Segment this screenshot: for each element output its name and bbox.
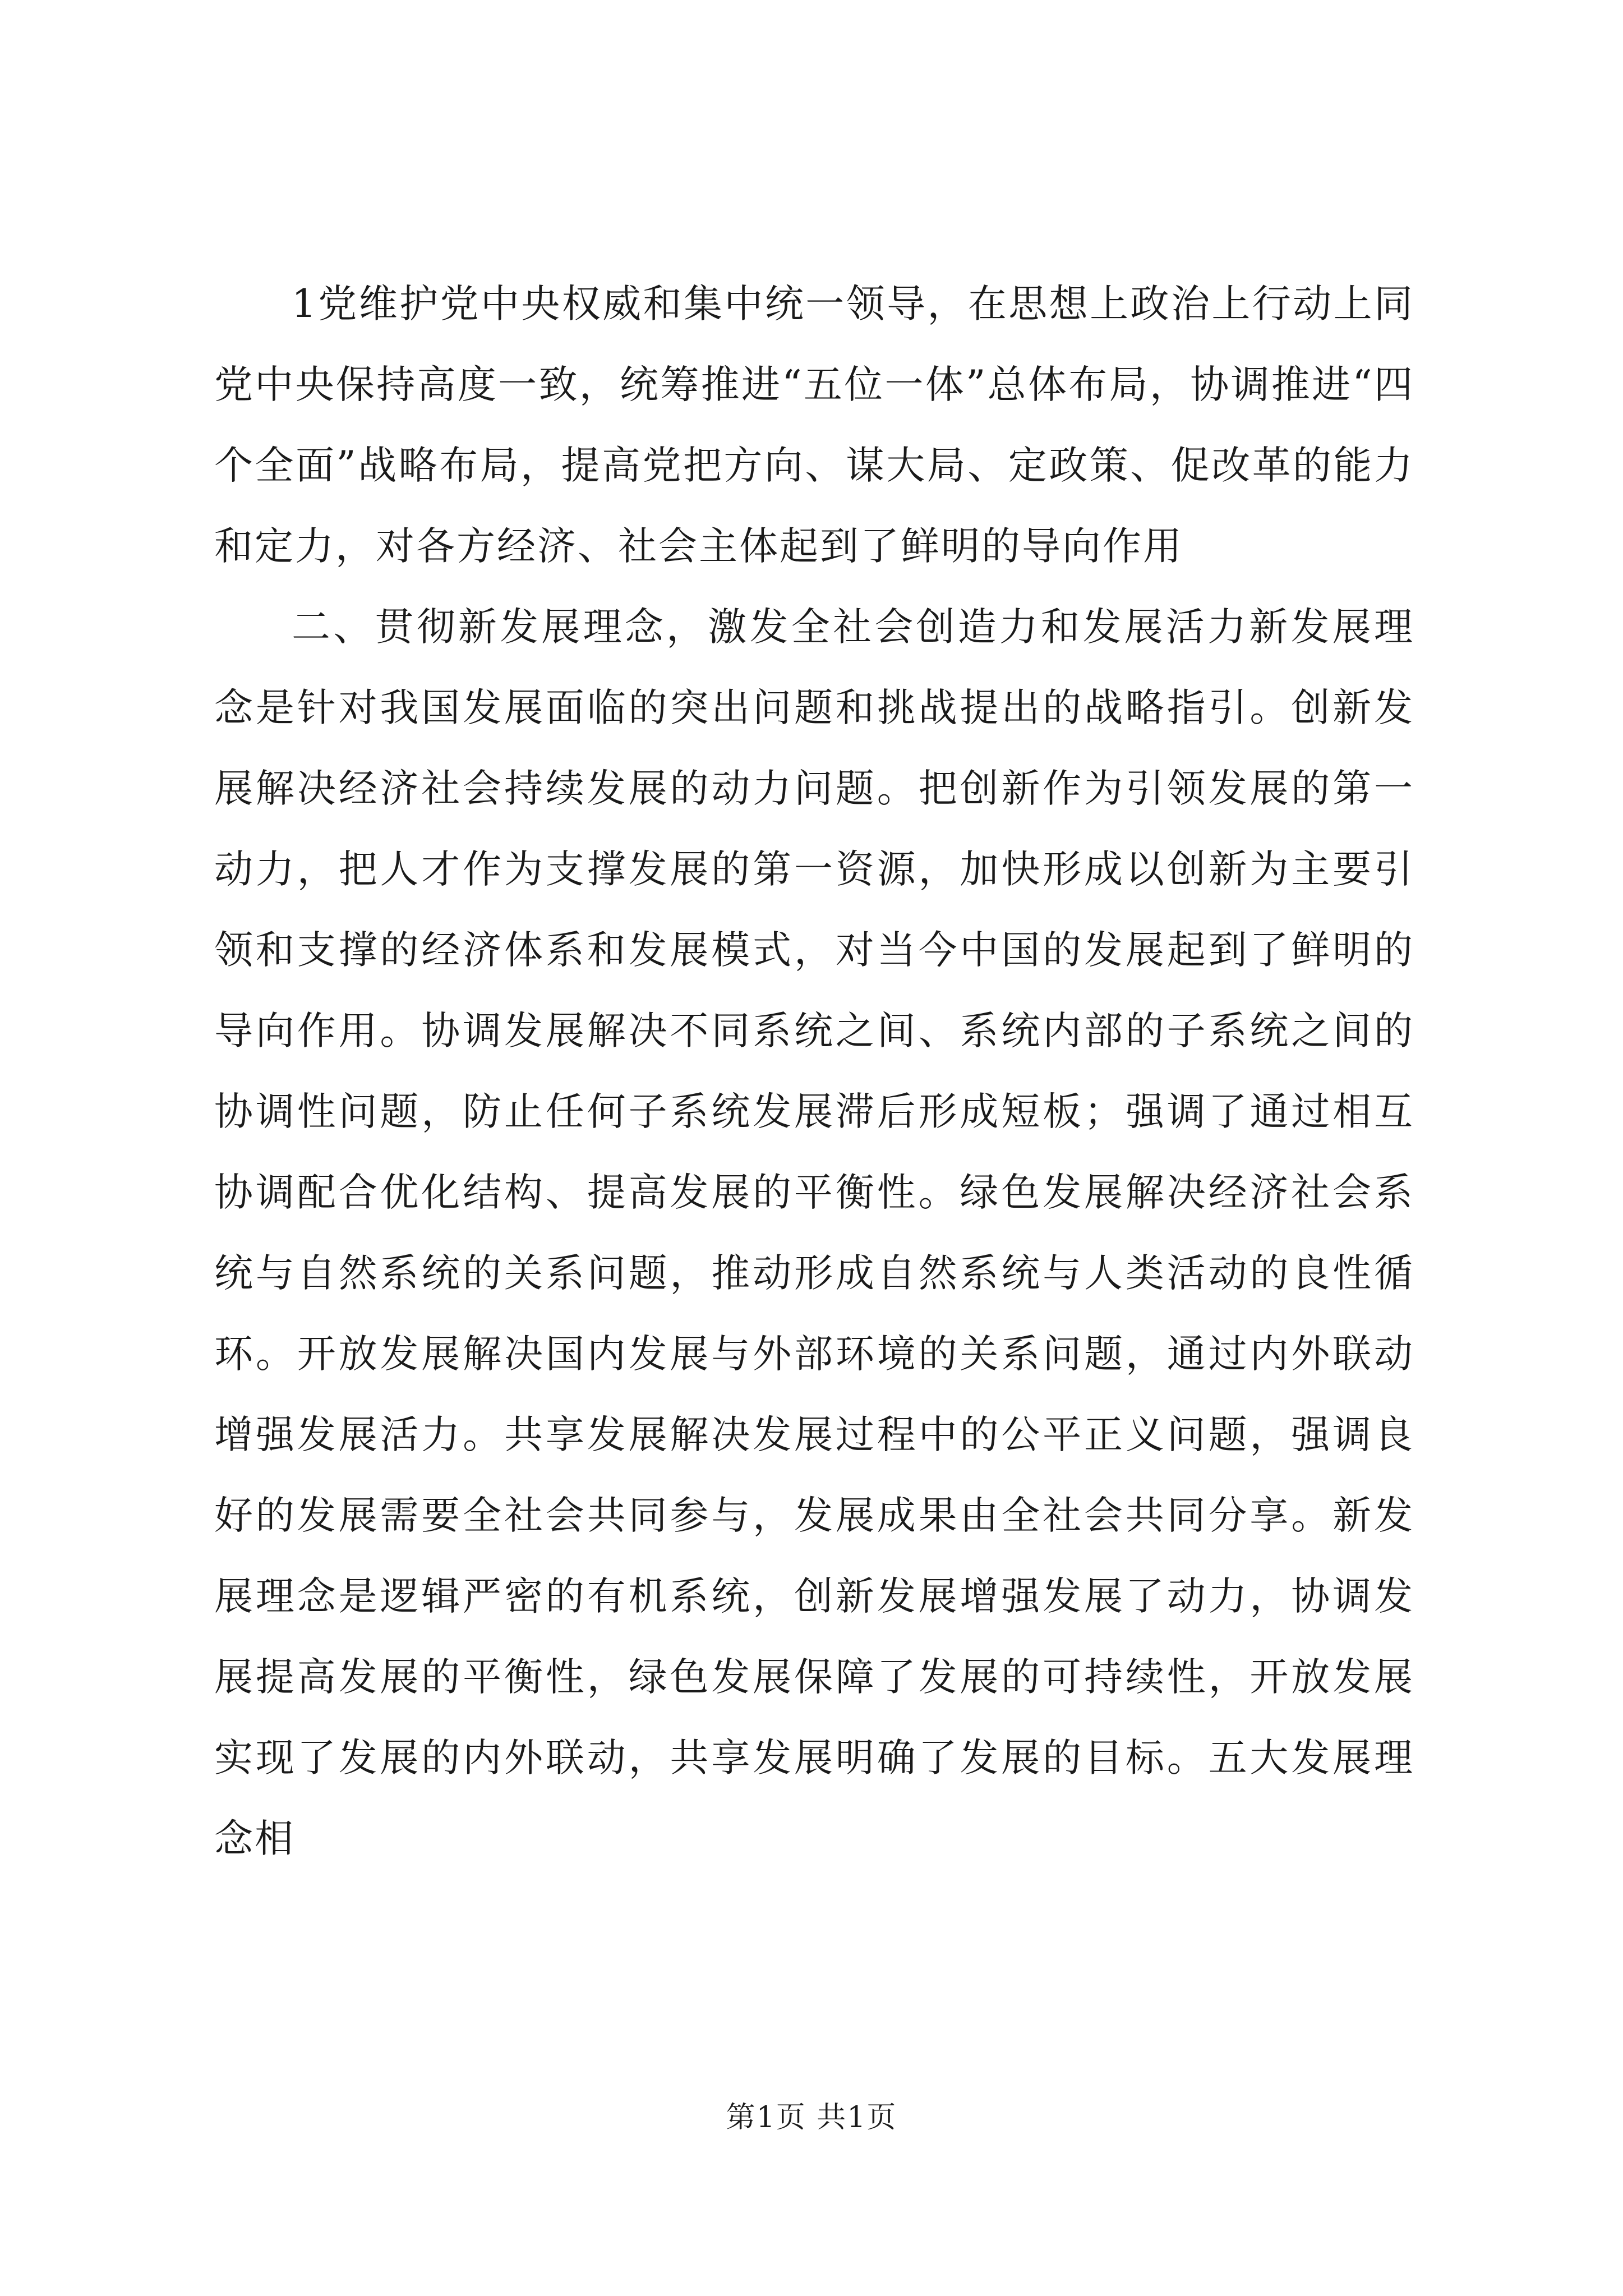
paragraph-new-development-concept: 二、贯彻新发展理念，激发全社会创造力和发展活力新发展理念是针对我国发展面临的突出问题和挑战提出的战略指引。创新发展解决经济社会持续发展的动力问题。把创新作为引领发展的第一动力，把人才作为支撑发展的第一资源，加快形成以创新为主要引领和支撑的经济体系和发展模式，对当今中国的发展起到了鲜明的导向作用。协调发展解决不同系统之间、系统内部的子系统之间的协调性问题，防止任何子系统发展滞后形成短板；强调了通过相互协调配合优化结构、提高发展的平衡性。绿色发展解决经济社会系统与自然系统的关系问题，推动形成自然系统与人类活动的良性循环。开放发展解决国内发展与外部环境的关系问题，通过内外联动增强发展活力。共享发展解决发展过程中的公平正义问题，强调良好的发展需要全社会共同参与，发展成果由全社会共同分享。新发展理念是逻辑严密的有机系统，创新发展增强发展了动力，协调发展提高发展的平衡性，绿色发展保障了发展的可持续性，开放发展实现了发展的内外联动，共享发展明确了发展的目标。五大发展理念相	[214, 605, 1414, 1861]
paragraph-party-leadership: 1党维护党中央权威和集中统一领导，在思想上政治上行动上同党中央保持高度一致，统筹推进“五位一体”总体布局，协调推进“四个全面”战略布局，提高党把方向、谋大局、定政策、促改革的能力和定力，对各方经济、社会主体起到了鲜明的导向作用	[214, 282, 1414, 569]
document-body	[214, 264, 1414, 1879]
page-number-footer: 第1页 共1页	[726, 2101, 897, 2134]
